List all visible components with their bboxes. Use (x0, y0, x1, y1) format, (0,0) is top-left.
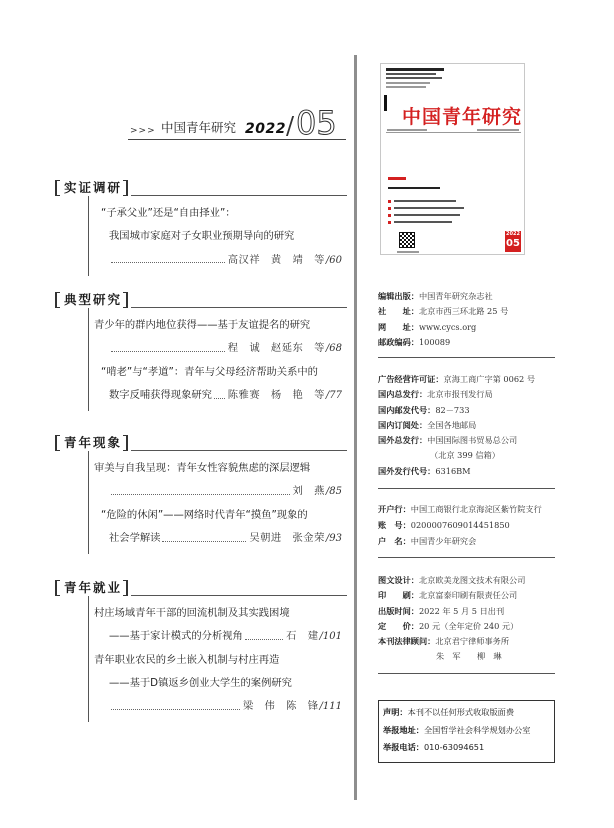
notice-row (383, 722, 550, 740)
cover-text-bar (394, 200, 456, 202)
section-entries (88, 196, 347, 276)
masthead-row (378, 533, 555, 549)
masthead-row (378, 448, 555, 463)
masthead-row (378, 604, 555, 619)
toc-section (55, 292, 347, 411)
issue-slash: / (286, 112, 295, 140)
dot-leader (162, 541, 246, 542)
masthead-row (378, 304, 555, 319)
masthead-value: 全国各地邮局 (427, 419, 477, 430)
masthead-row (378, 433, 555, 448)
masthead-value: 中国青年研究杂志社 (418, 291, 493, 301)
cover-bullet-icon (388, 214, 391, 217)
masthead-value: 北京君宁律师事务所 (435, 636, 510, 647)
bracket-close-icon (123, 292, 128, 308)
masthead-value: （北京 399 信箱） (430, 450, 500, 461)
masthead-row (378, 403, 555, 418)
masthead-label: 国外发行代号： (378, 465, 436, 476)
entry-title-tail: ——基于家计模式的分析视角 (109, 630, 243, 643)
toc-entry (89, 649, 342, 719)
section-title: 青年现象 (64, 435, 123, 450)
cover-bullet-icon (388, 221, 391, 224)
masthead-row (378, 289, 555, 304)
entry-authors: 石 建 (286, 630, 319, 643)
entry-authors: 刘 燕 (292, 485, 325, 498)
masthead-row (378, 418, 555, 433)
toc-entry (89, 361, 342, 408)
section-heading (55, 580, 347, 596)
toc-entry (89, 457, 342, 504)
section-heading (55, 180, 347, 196)
masthead-value: 京海工商广字第 0062 号 (443, 374, 536, 384)
qr-code-icon (399, 232, 415, 248)
notice-row (383, 704, 550, 722)
masthead-value: www.cycs.org (418, 321, 477, 332)
cover-accent-bar (384, 95, 387, 111)
entry-authors: 吴朝进 张金荣 (249, 531, 325, 544)
section-entries (88, 451, 347, 554)
entry-byline (89, 527, 342, 550)
cover-text-bar (394, 214, 460, 216)
masthead-row (378, 335, 555, 350)
toc-entry (89, 602, 342, 649)
cover-bullet-icon (388, 207, 391, 210)
cover-text-bar (388, 187, 440, 189)
entry-page: /101 (319, 631, 342, 643)
cover-issue-badge (505, 231, 521, 252)
masthead-value: 82－733 (435, 404, 470, 415)
cover-text-bar (386, 68, 444, 71)
masthead-value: 6316BM (435, 465, 471, 476)
entry-page: /111 (319, 701, 342, 713)
toc-entry (89, 504, 342, 551)
masthead-label: 编辑出版： (378, 291, 419, 301)
entry-byline (89, 384, 342, 407)
masthead-label: 广告经营许可证： (378, 374, 444, 384)
masthead-row (378, 573, 555, 588)
masthead-label: 国外总发行： (378, 435, 428, 446)
cover-text-bar (477, 129, 519, 131)
running-header (128, 104, 346, 140)
cover-text-bar (386, 73, 436, 75)
section-entries (88, 596, 347, 722)
entry-byline (89, 480, 342, 503)
journal-name: 中国青年研究 (161, 120, 237, 135)
masthead-value: 北京欧美龙图文技术有限公司 (418, 575, 526, 585)
masthead-value: 北京市西三环北路 25 号 (418, 306, 509, 317)
masthead-row (378, 634, 555, 649)
toc-entry (89, 314, 342, 361)
section-heading (55, 435, 347, 451)
masthead-row (378, 649, 555, 664)
notice-value: 全国哲学社会科学规划办公室 (423, 724, 531, 735)
entry-authors: 陈雅赛 杨 艳 等 (227, 388, 325, 401)
masthead-value: 20 元（全年定价 240 元） (418, 620, 519, 631)
masthead-label: 本刊法律顾问： (378, 636, 436, 647)
masthead-value: 中国工商银行北京海淀区紫竹院支行 (410, 504, 542, 514)
cover-badge-year: 2022 (506, 231, 520, 237)
entry-title-tail: 社会学解读 (109, 531, 161, 544)
entry-byline (89, 695, 342, 718)
masthead-label: 图文设计： (378, 575, 419, 585)
notice-value: 本刊不以任何形式收取版面费 (407, 707, 515, 717)
masthead-label: 邮政编码： (378, 336, 419, 347)
entry-byline (89, 337, 342, 360)
bracket-close-icon (123, 580, 128, 596)
section-entries (88, 308, 347, 411)
notice-value: 010-63094651 (423, 742, 485, 752)
cover-text-bar (386, 77, 442, 79)
entry-title-line: “子承父业”还是“自由择业”： (101, 207, 236, 219)
section-rule (131, 307, 347, 308)
masthead-production (378, 573, 555, 674)
masthead-value: 中国青少年研究会 (410, 536, 477, 546)
toc-entry (89, 202, 342, 272)
entry-authors: 梁 伟 陈 锋 (242, 700, 319, 713)
entry-title-line: “啃老”与“孝道”：青年与父母经济帮助关系中的 (101, 365, 318, 378)
masthead-bank (378, 501, 555, 558)
notice-label: 声明： (383, 707, 408, 717)
entry-title-line: “危险的休闲”——网络时代青年“摸鱼”现象的 (101, 508, 308, 521)
entry-title-line: ——基于D镇返乡创业大学生的案例研究 (109, 676, 292, 689)
cover-text-bar (387, 129, 427, 131)
entry-page: /68 (325, 343, 342, 355)
column-divider (354, 55, 357, 800)
masthead-value: 中国国际图书贸易总公司 (427, 435, 518, 446)
section-rule (131, 595, 347, 596)
dot-leader (111, 262, 225, 263)
cover-title: 中国青年研究 (402, 106, 523, 128)
cover-bullet-icon (388, 200, 391, 203)
masthead-row (378, 619, 555, 634)
masthead-label: 印 刷： (378, 590, 419, 601)
entry-title-tail: 数字反哺获得现象研究 (109, 388, 212, 401)
masthead-row (378, 320, 555, 335)
entry-page: /85 (325, 486, 342, 498)
masthead-row (378, 517, 555, 533)
entry-page: /60 (325, 254, 342, 266)
masthead-row (378, 387, 555, 402)
masthead-label: 国内订阅处： (378, 419, 428, 430)
masthead-row (378, 588, 555, 603)
section-title: 青年就业 (64, 580, 123, 595)
issue-year: 2022 (245, 121, 286, 137)
entry-title-line: 我国城市家庭对子女职业预期导向的研究 (109, 230, 295, 243)
dot-leader (214, 398, 225, 399)
masthead-value: 朱 军 柳 琳 (436, 651, 502, 662)
masthead-label: 开户行： (378, 504, 411, 514)
bracket-close-icon (123, 180, 128, 196)
section-rule (131, 450, 347, 451)
masthead-value: 2022 年 5 月 5 日出刊 (418, 605, 505, 616)
masthead-row (378, 372, 555, 387)
notice-label: 举报电话： (383, 742, 424, 752)
notice-box (378, 700, 555, 763)
masthead-value: 北京市报刊发行局 (427, 389, 493, 400)
section-heading (55, 292, 347, 308)
cover-text-bar (397, 251, 419, 253)
masthead-label: 网 址： (378, 321, 419, 332)
cover-text-bar (394, 221, 452, 223)
entry-title-line: 村庄场域青年干部的回流机制及其实践困境 (94, 607, 290, 619)
masthead-distribution (378, 372, 555, 489)
masthead-value: 100089 (418, 336, 451, 347)
chevrons-icon: >>> (130, 126, 156, 136)
masthead-value: 北京富泰印刷有限责任公司 (418, 590, 518, 601)
masthead-label: 国内邮发代号： (378, 404, 436, 415)
dot-leader (111, 351, 225, 352)
entry-page: /93 (325, 532, 342, 544)
entry-title-line: 审美与自我呈现：青年女性容貌焦虑的深层逻辑 (94, 462, 311, 474)
bracket-close-icon (123, 435, 128, 451)
toc-section (55, 435, 347, 554)
entry-title-line: 青年职业农民的乡土嵌入机制与村庄再造 (94, 653, 280, 666)
cover-badge-issue: 05 (506, 238, 520, 249)
masthead-label: 户 名： (378, 536, 411, 546)
cover-feature-label (388, 177, 406, 180)
masthead-value: 0200007609014451850 (410, 520, 510, 530)
dot-leader (245, 639, 283, 640)
section-rule (131, 195, 347, 196)
cover-rule (386, 132, 521, 133)
cover-text-bar (386, 82, 430, 84)
entry-title-line: 青少年的群内地位获得——基于友谊提名的研究 (94, 319, 311, 331)
entry-byline (89, 249, 342, 272)
masthead-label: 定 价： (378, 620, 419, 631)
section-title: 实证调研 (64, 180, 123, 195)
section-title: 典型研究 (64, 292, 123, 307)
masthead-label: 出版时间： (378, 605, 419, 616)
toc-section (55, 180, 347, 276)
dot-leader (111, 494, 290, 495)
notice-row (383, 739, 550, 757)
cover-thumbnail (380, 63, 525, 255)
notice-label: 举报地址： (383, 724, 424, 735)
entry-byline (89, 625, 342, 648)
masthead-label: 国内总发行： (378, 389, 428, 400)
issue-number: 05 (296, 104, 337, 142)
masthead-publisher (378, 289, 555, 358)
cover-text-bar (394, 207, 464, 209)
dot-leader (111, 709, 240, 710)
toc-section (55, 580, 347, 722)
masthead-row (378, 464, 555, 479)
masthead-label: 社 址： (378, 306, 419, 317)
masthead-row (378, 501, 555, 517)
entry-page: /77 (325, 389, 342, 401)
cover-text-bar (386, 86, 426, 88)
masthead-label: 账 号： (378, 520, 411, 530)
entry-authors: 程 诚 赵延东 等 (227, 342, 325, 355)
entry-authors: 高汉祥 黄 靖 等 (227, 253, 325, 266)
